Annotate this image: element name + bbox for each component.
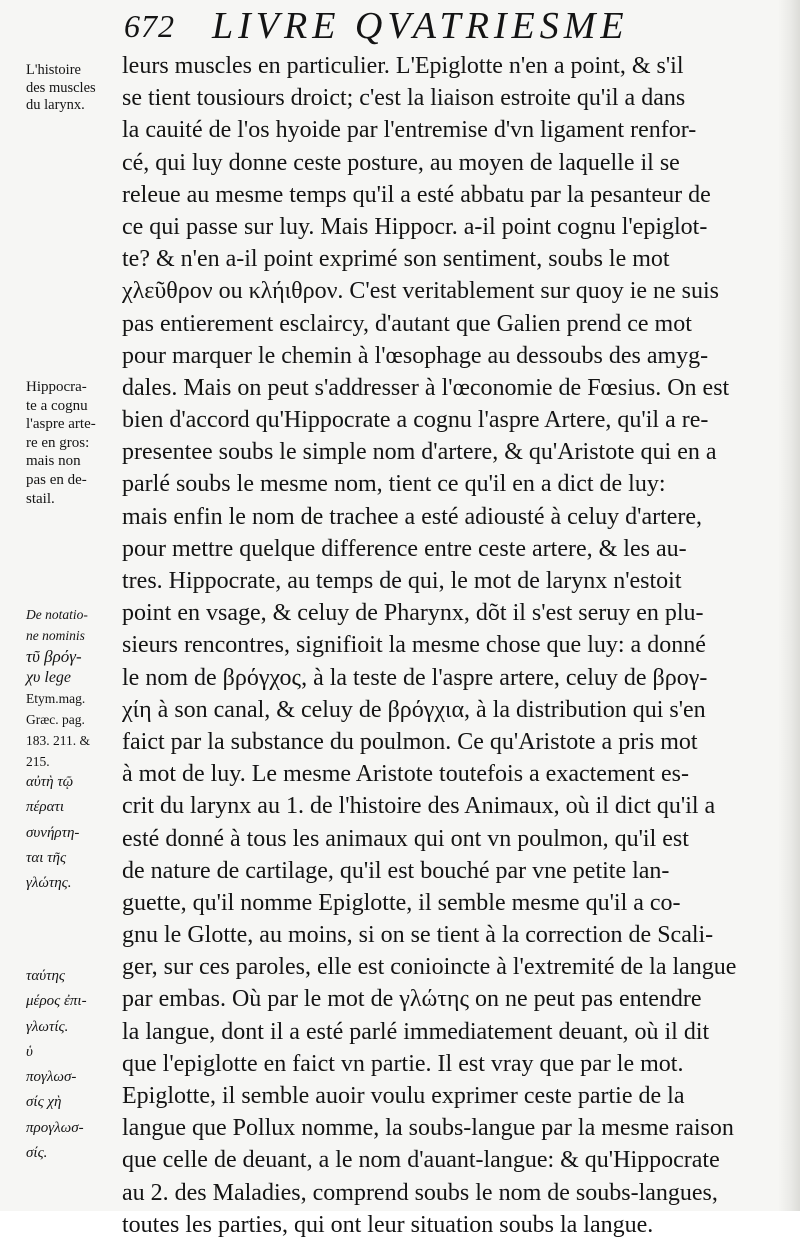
text-line: mais enfin le nom de trachee a esté adiousté à celuy d'artere,: [122, 503, 703, 530]
text-line: le nom de βρόγχος, à la teste de l'aspre artere, celuy de βρογ-: [122, 664, 708, 691]
margin-note-line: πογλωσ-: [26, 1069, 77, 1086]
margin-note-line: χυ lege: [26, 669, 72, 686]
running-title: LIVRE QVATRIESME: [212, 5, 629, 47]
margin-note-line: Hippocra-: [26, 379, 87, 395]
text-line: esté donné à tous les animaux qui ont vn poulmon, qu'il est: [122, 825, 689, 852]
margin-note-line: des muscles: [26, 79, 96, 96]
margin-note-hippocrate: [26, 378, 120, 508]
margin-note-line: mais non: [26, 453, 81, 470]
text-line: χλεῦθρον ou κλήιθρον. C'est veritablement sur quoy ie ne suis: [122, 278, 720, 305]
text-line: pas entierement esclaircy, d'autant que Galien prend ce mot: [122, 310, 692, 337]
text-line: χίη à son canal, & celuy de βρόγχια, à la distribution qui s'en: [122, 696, 706, 723]
text-line: toutes les parties, qui ont leur situation soubs la langue.: [122, 1211, 654, 1238]
text-line: la langue, dont il a esté parlé immediatement deuant, où il dit: [122, 1018, 710, 1045]
text-line: point en vsage, & celuy de Pharynx, dõt il s'est seruy en plu-: [122, 600, 704, 627]
text-line: pour marquer le chemin à l'œsophage au dessoubs des amyg-: [122, 342, 709, 369]
margin-note-greek-2: [26, 964, 120, 1166]
margin-note-line: te a cognu: [26, 397, 88, 414]
text-line: cé, qui luy donne ceste posture, au moyen de laquelle il se: [122, 149, 680, 176]
text-line: que l'epiglotte en faict vn partie. Il est vray que par le mot.: [122, 1050, 684, 1077]
margin-note-line: De notatio-: [26, 607, 88, 622]
margin-note-line: τῦ βρόγ-: [26, 647, 82, 666]
margin-note-notatione: [26, 604, 120, 772]
margin-note-line: γλωτίς.: [26, 1018, 69, 1035]
margin-note-line: αὐτὴ τῷ: [26, 774, 74, 790]
text-line: au 2. des Maladies, comprend soubs le nom de soubs-langues,: [122, 1179, 718, 1206]
margin-note-line: ταύτης: [26, 968, 66, 984]
margin-note-line: L'histoire: [26, 62, 81, 78]
text-line: releue au mesme temps qu'il a esté abbatu par la pesanteur de: [122, 181, 711, 208]
main-text-block: [122, 50, 778, 1241]
text-line: de nature de cartilage, qu'il est bouché par vne petite lan-: [122, 857, 670, 884]
margin-note-line: ται τῆς: [26, 849, 67, 866]
text-line: leurs muscles en particulier. L'Epiglotte n'en a point, & s'il: [122, 53, 684, 79]
margin-note-line: re en gros:: [26, 434, 90, 451]
margin-note-line: Etym.mag.: [26, 691, 86, 706]
text-line: Epiglotte, il semble auoir voulu exprimer ceste partie de la: [122, 1083, 685, 1109]
margin-note-line: pas en de-: [26, 471, 87, 488]
page-number: 672: [124, 8, 175, 44]
text-line: que celle de deuant, a le nom d'auant-langue: & qu'Hippocrate: [122, 1147, 720, 1174]
margin-note-line: 215.: [26, 754, 50, 769]
margin-note-line: συνήρτη-: [26, 824, 80, 841]
text-line: dales. Mais on peut s'addresser à l'œconomie de Fœsius. On est: [122, 374, 730, 401]
margin-note-line: ὑ: [26, 1043, 33, 1060]
text-line: langue que Pollux nomme, la soubs-langue par la mesme raison: [122, 1115, 734, 1142]
text-line: ce qui passe sur luy. Mais Hippocr. a-il point cognu l'epiglot-: [122, 213, 708, 240]
margin-note-line: du larynx.: [26, 97, 85, 114]
page-gutter-shadow: [778, 0, 800, 1211]
margin-note-line: προγλωσ-: [26, 1119, 84, 1136]
text-line: parlé soubs le mesme nom, tient ce qu'il en a dict de luy:: [122, 471, 666, 498]
margin-note-greek-1: [26, 770, 120, 896]
text-line: tres. Hippocrate, au temps de qui, le mot de larynx n'estoit: [122, 568, 682, 594]
text-line: guette, qu'il nomme Epiglotte, il semble mesme qu'il a co-: [122, 889, 681, 916]
text-line: pour mettre quelque difference entre ceste artere, & les au-: [122, 535, 687, 562]
margin-note-line: γλώτης.: [26, 875, 72, 892]
text-line: presentee soubs le simple nom d'artere, & qu'Aristote qui en a: [122, 439, 717, 466]
text-line: bien d'accord qu'Hippocrate a cognu l'aspre Artere, qu'il a re-: [122, 407, 709, 434]
margin-note-line: σίς.: [26, 1145, 48, 1162]
page-header: [0, 4, 800, 48]
margin-note-line: πέρατι: [26, 799, 65, 816]
margin-note-line: stail.: [26, 490, 55, 507]
text-line: sieurs rencontres, signifioit la mesme chose que luy: a donné: [122, 632, 706, 659]
text-line: crit du larynx au 1. de l'histoire des Animaux, où il dict qu'il a: [122, 793, 716, 820]
text-line: ger, sur ces paroles, elle est conioincte à l'extremité de la langue: [122, 954, 737, 981]
margin-note-line: l'aspre arte-: [26, 416, 96, 433]
text-line: faict par la substance du poulmon. Ce qu'Aristote a pris mot: [122, 728, 698, 755]
text-line: te? & n'en a-il point exprimé son sentiment, soubs le mot: [122, 246, 670, 273]
margin-note-line: μέρος ἐπι-: [26, 993, 87, 1010]
text-line: par embas. Où par le mot de γλώτης on ne peut pas entendre: [122, 986, 702, 1013]
text-line: gnu le Glotte, au moins, si on se tient à la correction de Scali-: [122, 922, 714, 949]
margin-note-line: Græc. pag.: [26, 712, 85, 727]
text-line: à mot de luy. Le mesme Aristote toutefois a exactement es-: [122, 761, 689, 788]
text-line: se tient tousiours droict; c'est la liaison estroite qu'il a dans: [122, 85, 686, 112]
margin-note-line: 183. 211. &: [26, 733, 90, 748]
margin-note-larynx: [26, 62, 120, 115]
text-line: la cauité de l'os hyoide par l'entremise d'vn ligament renfor-: [122, 117, 697, 144]
margin-note-line: σίς χὴ: [26, 1094, 62, 1111]
margin-note-line: ne nominis: [26, 628, 85, 643]
